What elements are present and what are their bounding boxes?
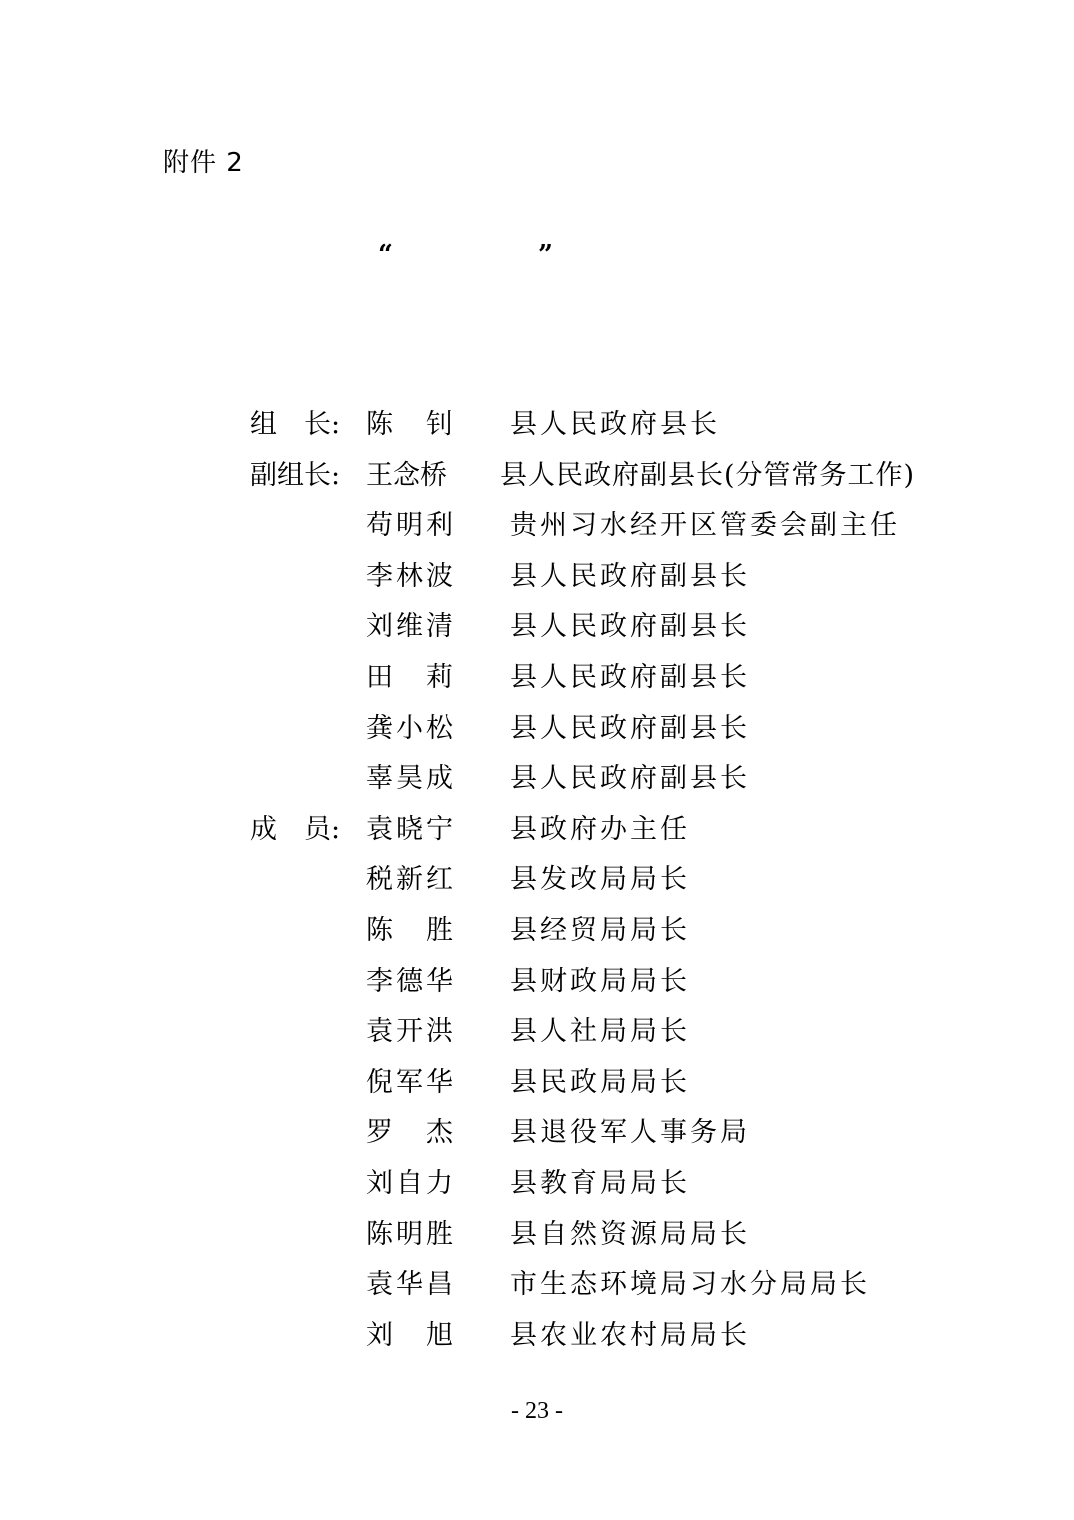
member-row [0,1260,1074,1311]
member-name: 陈明胜 [366,1218,456,1250]
member-name: 李德华 [366,965,456,997]
page-number: - 23 - [511,1398,563,1424]
member-position: 县政府办主任 [510,813,690,845]
member-position: 县人民政府副县长 [510,661,750,693]
member-position: 县人民政府副县长 [510,763,750,795]
member-role: 组 长: [250,409,341,440]
member-name: 李林波 [366,560,456,592]
member-position: 县财政局局长 [510,965,690,997]
member-row [0,602,1074,653]
member-row [0,1210,1074,1261]
member-row [0,906,1074,957]
member-name: 王念桥 [366,459,447,491]
member-name: 田 莉 [366,661,456,693]
member-position: 县人民政府副县长 [510,712,750,744]
member-position: 县民政局局长 [510,1066,690,1098]
member-position: 县教育局局长 [510,1167,690,1199]
member-name: 陈 胜 [366,914,456,946]
member-row [0,855,1074,906]
member-roster [0,400,1074,1361]
member-role: 成 员: [250,813,341,845]
member-position: 县人民政府县长 [510,409,720,440]
title-open-quote: “ [378,240,393,270]
member-position: 县人民政府副县长 [510,611,750,643]
member-row [0,805,1074,856]
member-position: 县人民政府副县长(分管常务工作) [500,459,916,491]
member-name: 苟明利 [366,510,456,542]
member-row [0,400,1074,451]
member-row [0,1159,1074,1210]
member-name: 袁华昌 [366,1269,456,1301]
member-row [0,1058,1074,1109]
title-close-quote: ” [538,240,553,270]
member-row [0,1108,1074,1159]
member-row [0,957,1074,1008]
member-position: 县发改局局长 [510,864,690,896]
member-row [0,1007,1074,1058]
member-position: 市生态环境局习水分局局长 [510,1269,870,1301]
member-name: 刘 旭 [366,1319,456,1351]
member-name: 税新红 [366,864,456,896]
member-row [0,754,1074,805]
member-row [0,501,1074,552]
member-row [0,704,1074,755]
member-position: 贵州习水经开区管委会副主任 [510,510,900,542]
member-name: 刘自力 [366,1167,456,1199]
member-name: 倪军华 [366,1066,456,1098]
member-name: 罗 杰 [366,1117,456,1149]
member-row [0,451,1074,502]
member-name: 刘维清 [366,611,456,643]
member-name: 辜昊成 [366,763,456,795]
member-role: 副组长: [250,459,341,491]
member-position: 县人社局局长 [510,1016,690,1048]
member-name: 袁晓宁 [366,813,456,845]
member-position: 县人民政府副县长 [510,560,750,592]
member-position: 县经贸局局长 [510,914,690,946]
member-position: 县退役军人事务局 [510,1117,750,1149]
member-name: 袁开洪 [366,1016,456,1048]
member-row [0,1311,1074,1362]
member-position: 县自然资源局局长 [510,1218,750,1250]
member-name: 陈 钊 [366,409,456,440]
member-row [0,653,1074,704]
member-row [0,552,1074,603]
member-name: 龚小松 [366,712,456,744]
member-position: 县农业农村局局长 [510,1319,750,1351]
attachment-label: 附件 2 [163,148,244,178]
